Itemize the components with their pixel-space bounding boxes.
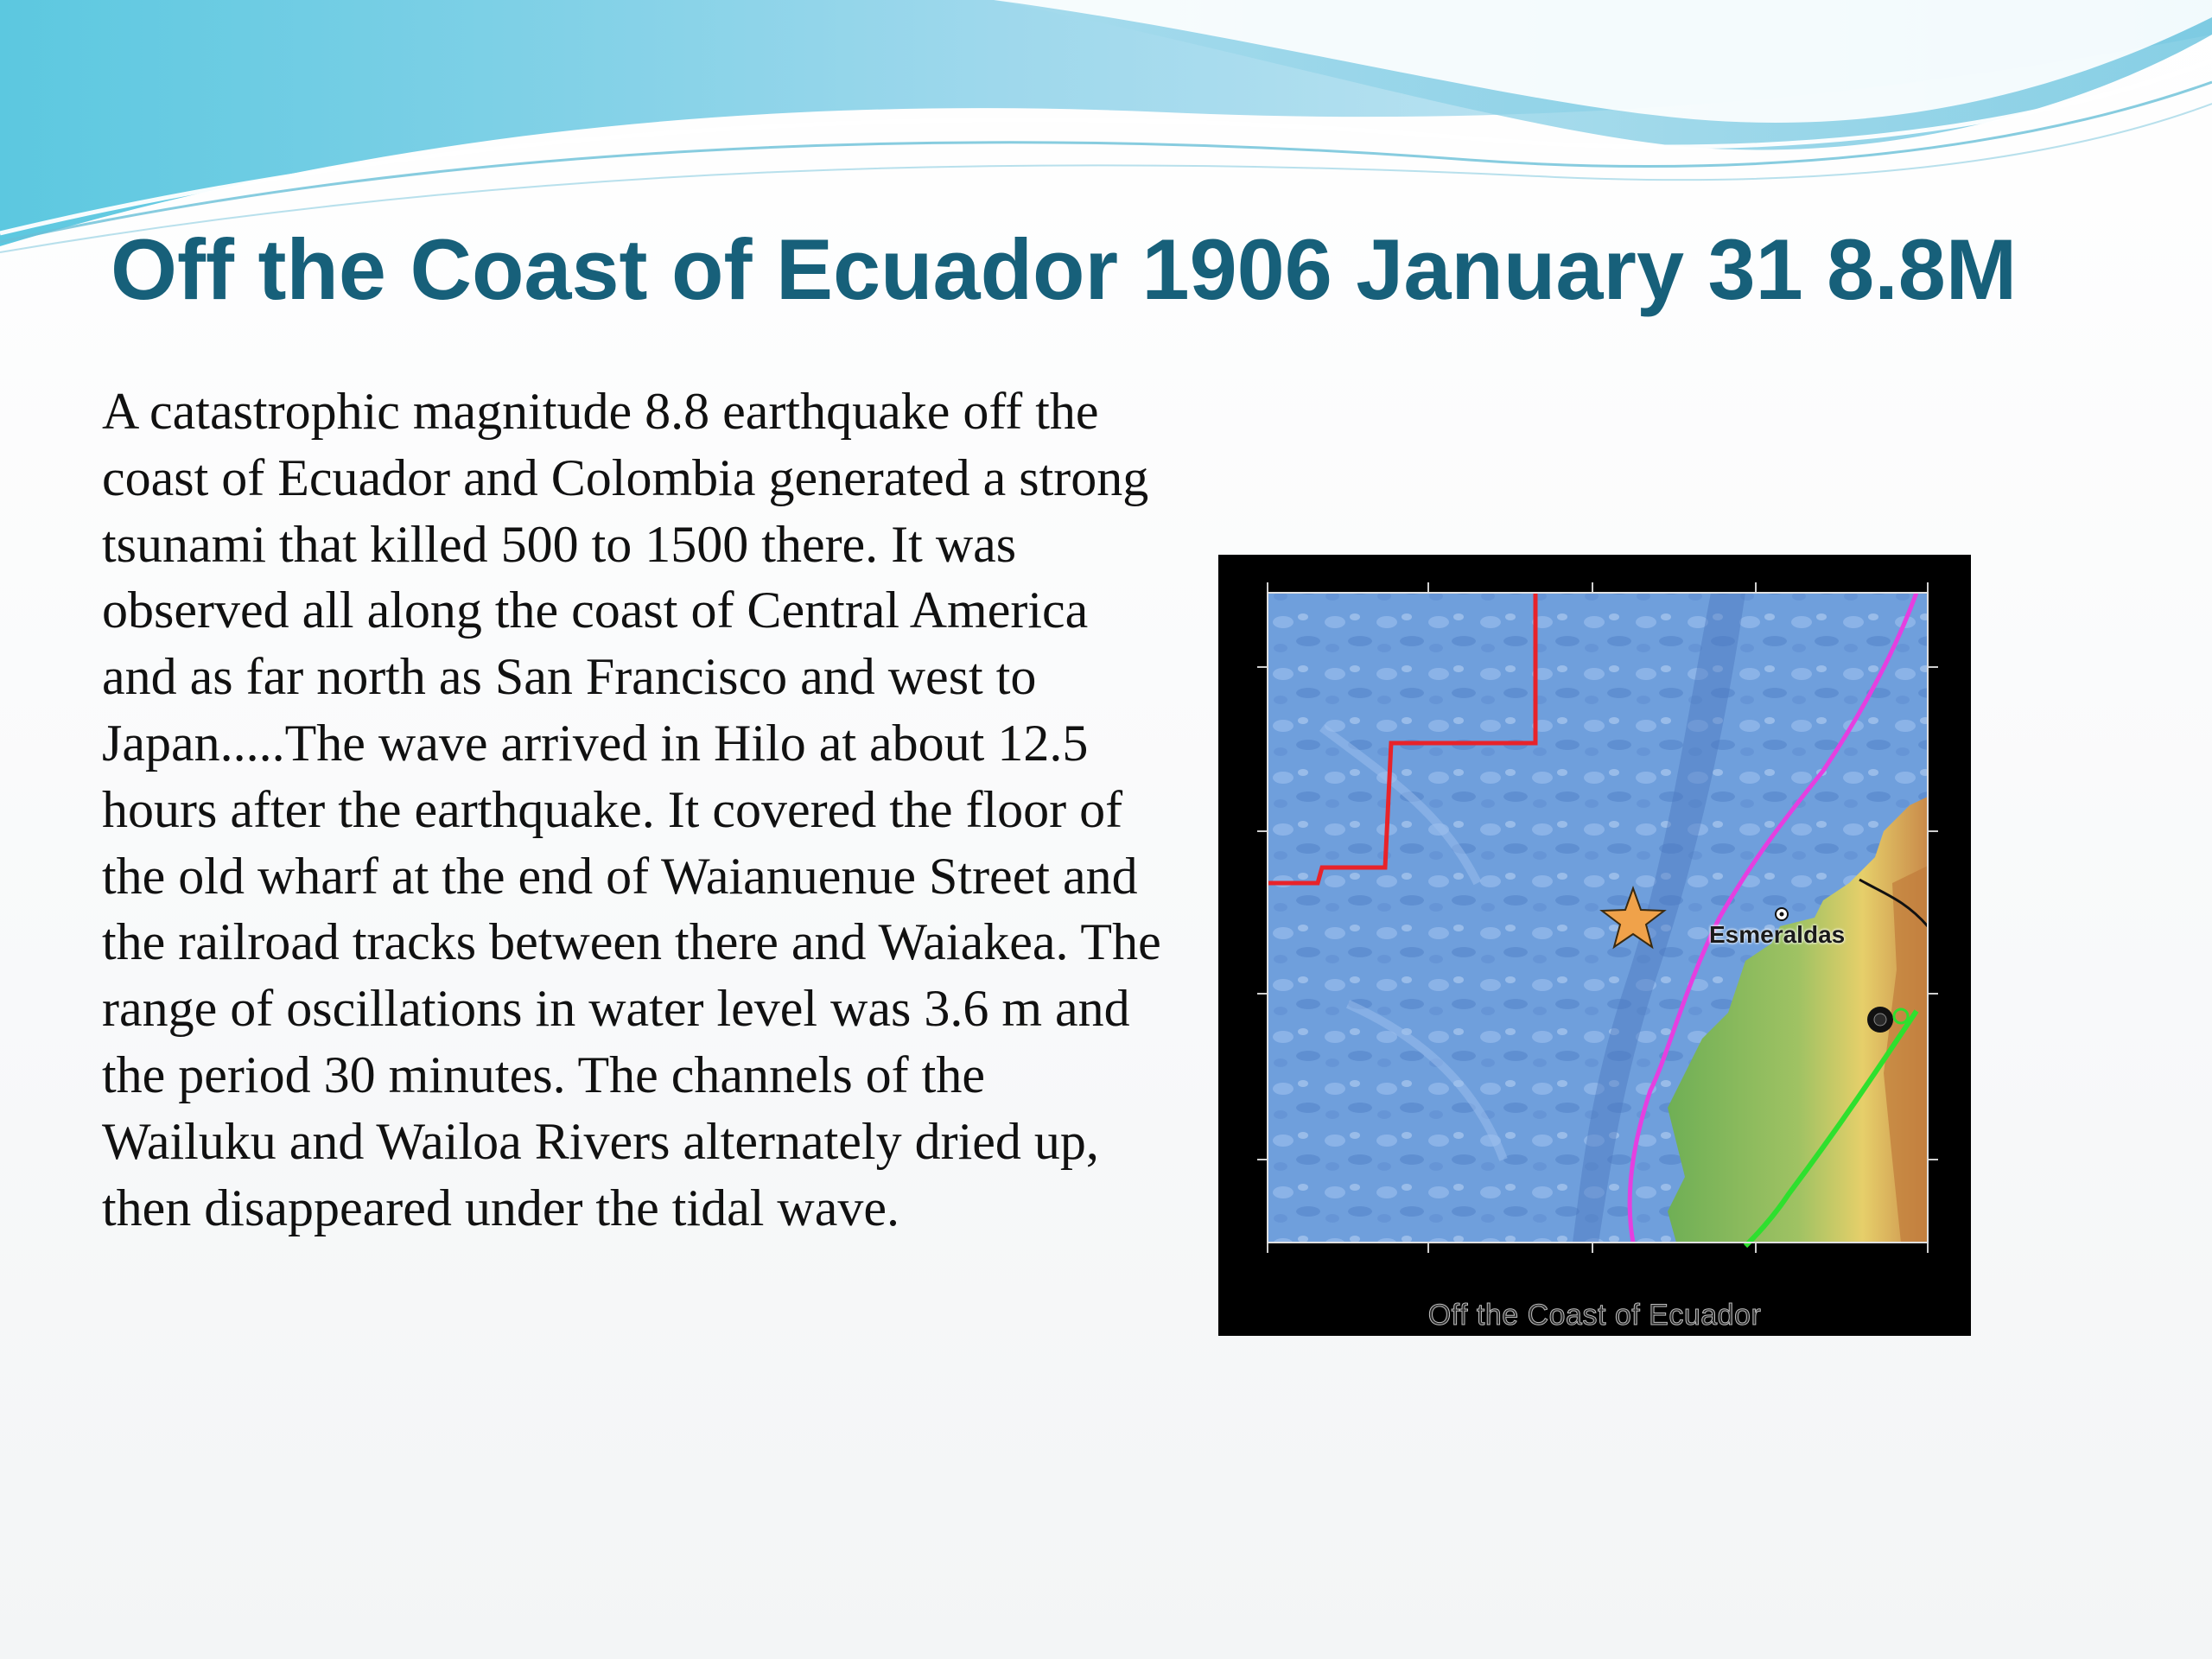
body-text: A catastrophic magnitude 8.8 earthquake off the coast of Ecuador and Colombia generated a strong tsunami that killed 500 to 1500 there. It was observed all along the coast of Central America and as far north as San Francisco and west to Japan.....The wave arrived in Hilo at about 12.5 hours after the earthquake. It covered the floor of the old wharf at the end of Waianuenue Street and the railroad tracks between there and Waiakea. The range of oscillations in water level was 3.6 m and the period 30 minutes. The channels of the Wailuku and Wailoa Rivers alternately dried up, then disappeared under the tidal wave. xyxy=(102,383,1161,1236)
city-marker-icon xyxy=(1776,908,1788,920)
city-label: Esmeraldas xyxy=(1709,921,1846,948)
slide-title: Off the Coast of Ecuador 1906 January 31 8.8M xyxy=(111,221,2018,317)
map-caption: Off the Coast of Ecuador xyxy=(1427,1299,1762,1332)
map-image xyxy=(1218,555,1971,1336)
map-figure xyxy=(1218,555,1971,1336)
